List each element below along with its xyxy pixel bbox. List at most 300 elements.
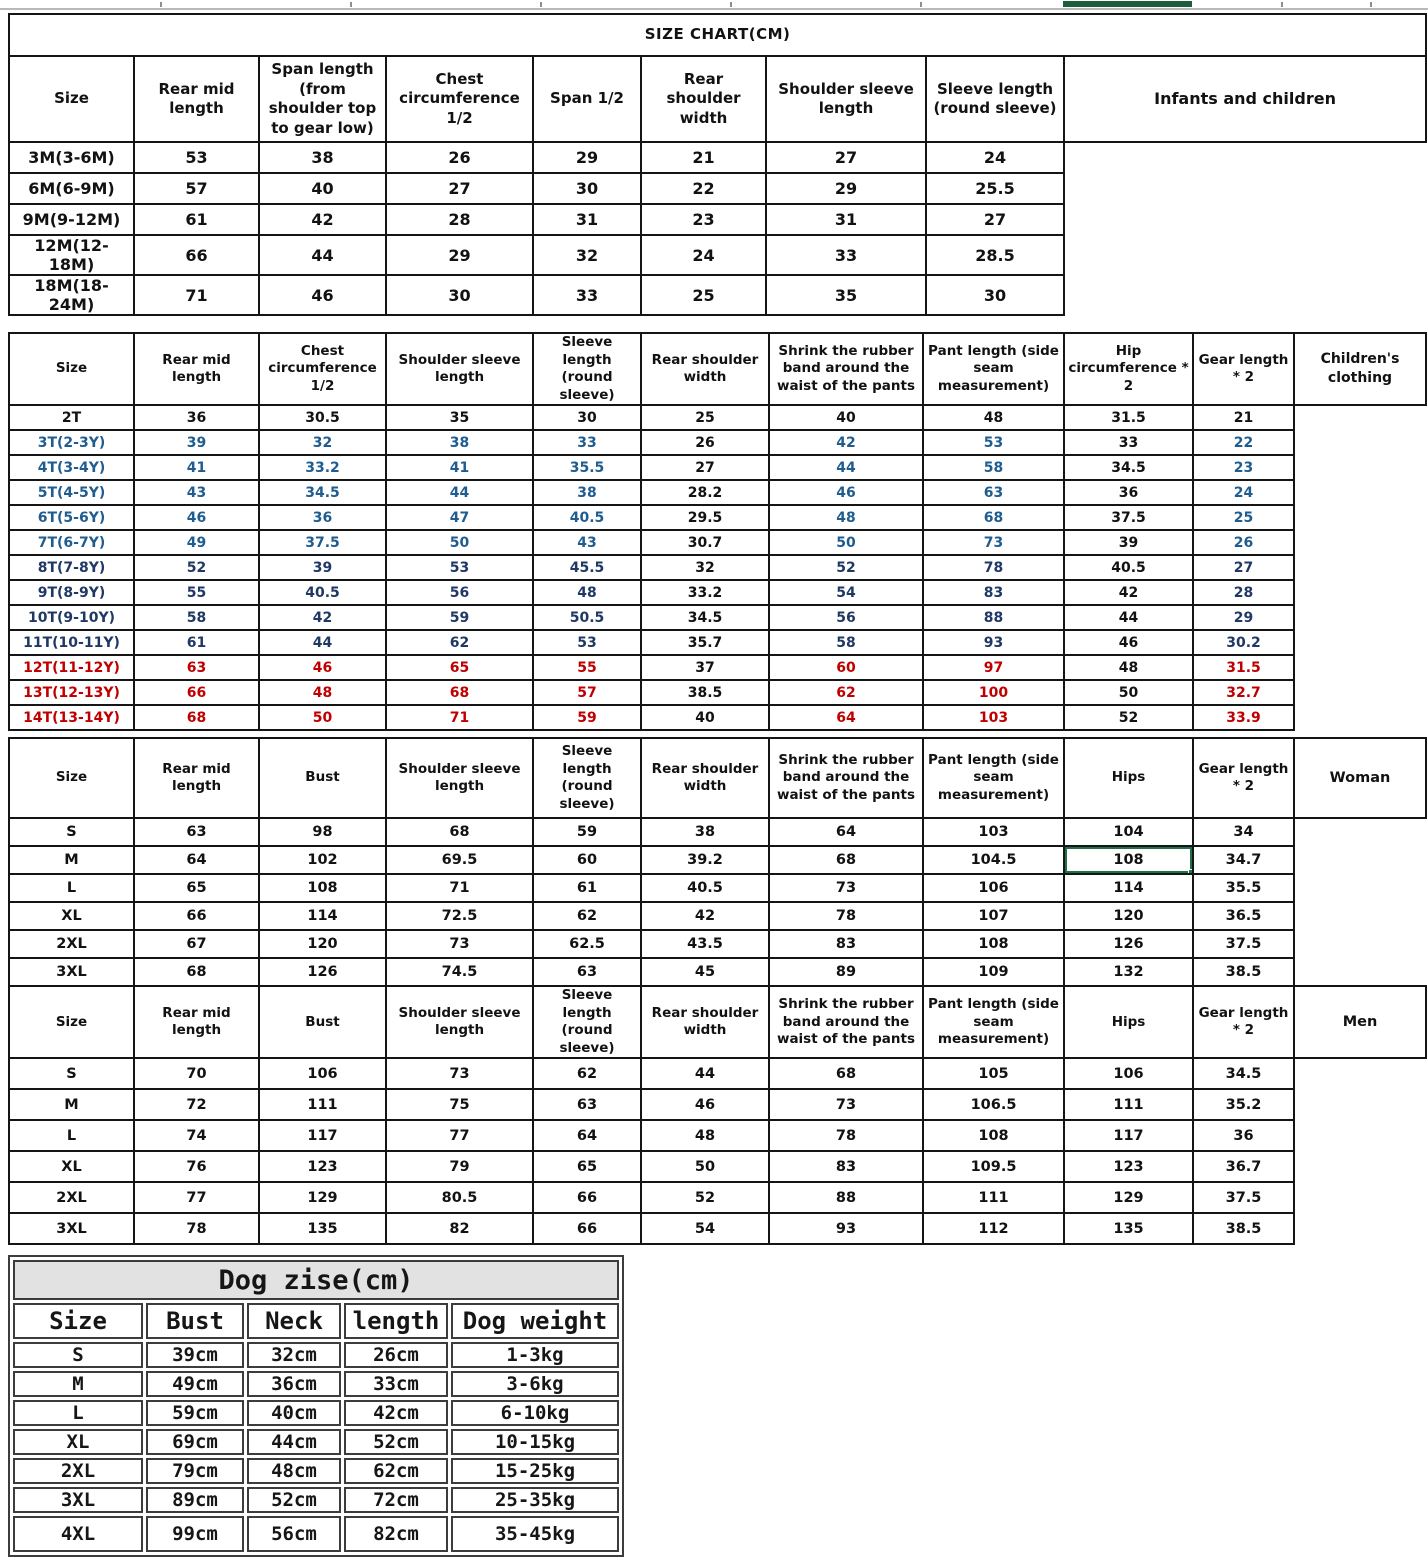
cell: 66 <box>533 1182 641 1213</box>
cell: 68 <box>134 958 259 986</box>
men-table-head <box>9 986 1426 1058</box>
woman-table-body <box>9 818 1426 986</box>
cell: 3XL <box>9 1213 134 1244</box>
cell: 22 <box>1193 430 1294 455</box>
cell: 55 <box>134 580 259 605</box>
cell: 49cm <box>146 1371 244 1397</box>
table-row <box>9 580 1426 605</box>
cell: 33 <box>533 275 641 315</box>
cell: 30 <box>533 405 641 430</box>
cell: 24 <box>926 142 1064 173</box>
table-row <box>13 1342 619 1368</box>
column-header: Gear length * 2 <box>1193 986 1294 1058</box>
cell: 3-6kg <box>451 1371 619 1397</box>
cell: 33 <box>766 235 926 275</box>
cell: 46 <box>1064 630 1193 655</box>
cell: 30 <box>926 275 1064 315</box>
cell: 63 <box>533 958 641 986</box>
cell: 77 <box>386 1120 533 1151</box>
column-header: Rear shoulder width <box>641 738 769 818</box>
cell: 93 <box>769 1213 923 1244</box>
column-header: Rear shoulder width <box>641 333 769 405</box>
cell: 58 <box>134 605 259 630</box>
men-table-body <box>9 1058 1426 1244</box>
cell: 34.7 <box>1193 846 1294 874</box>
cell: 29 <box>533 142 641 173</box>
cell: 7T(6-7Y) <box>9 530 134 555</box>
cell: 32 <box>641 555 769 580</box>
cell: 36cm <box>247 1371 341 1397</box>
cell: 58 <box>923 455 1064 480</box>
cell: 63 <box>134 818 259 846</box>
cell: 63 <box>533 1089 641 1120</box>
column-header: Size <box>9 738 134 818</box>
cell: 12M(12-18M) <box>9 235 134 275</box>
cell: 66 <box>134 680 259 705</box>
cell: 3XL <box>9 958 134 986</box>
table-row <box>9 405 1426 430</box>
column-header: Sleeve length (round sleeve) <box>926 56 1064 142</box>
cell: 31 <box>533 204 641 235</box>
cell: 123 <box>259 1151 386 1182</box>
cell: 33.2 <box>259 455 386 480</box>
cell: 46 <box>259 275 386 315</box>
cell: 34.5 <box>641 605 769 630</box>
cell: 33 <box>1064 430 1193 455</box>
cell: 33.2 <box>641 580 769 605</box>
table-row <box>9 1120 1426 1151</box>
cell: 72cm <box>344 1487 448 1513</box>
cell: 82 <box>386 1213 533 1244</box>
cell: 37 <box>641 655 769 680</box>
cell: 83 <box>769 1151 923 1182</box>
column-header: Bust <box>259 986 386 1058</box>
column-header: Shrink the rubber band around the waist of the pants <box>769 333 923 405</box>
cell: 27 <box>766 142 926 173</box>
cell: 40 <box>641 705 769 730</box>
cell: 108 <box>259 874 386 902</box>
cell: 43 <box>134 480 259 505</box>
cell: 32.7 <box>1193 680 1294 705</box>
cell: 74 <box>134 1120 259 1151</box>
cell: 68 <box>923 505 1064 530</box>
cell: 33cm <box>344 1371 448 1397</box>
cell: 40 <box>769 405 923 430</box>
cell: 4T(3-4Y) <box>9 455 134 480</box>
cell: 111 <box>1064 1089 1193 1120</box>
cell: 50 <box>769 530 923 555</box>
cell: 106.5 <box>923 1089 1064 1120</box>
ruler-selection-highlight <box>1063 1 1192 7</box>
cell: 2T <box>9 405 134 430</box>
cell: 83 <box>769 930 923 958</box>
children-header-row <box>9 333 1426 405</box>
spreadsheet-column-ruler <box>0 0 1428 10</box>
ruler-tick <box>350 2 352 7</box>
table-row <box>9 930 1426 958</box>
ruler-tick <box>1281 2 1283 7</box>
cell: 88 <box>923 605 1064 630</box>
dog-table-head <box>13 1260 619 1339</box>
cell: 66 <box>134 235 259 275</box>
cell: 57 <box>533 680 641 705</box>
cell: 52 <box>641 1182 769 1213</box>
cell: 50 <box>259 705 386 730</box>
cell: 48 <box>259 680 386 705</box>
cell: 48 <box>533 580 641 605</box>
cell: 89cm <box>146 1487 244 1513</box>
cell: 52cm <box>344 1429 448 1455</box>
cell: 36.7 <box>1193 1151 1294 1182</box>
table-row <box>9 275 1426 315</box>
cell: 53 <box>386 555 533 580</box>
cell: 14T(13-14Y) <box>9 705 134 730</box>
cell: 126 <box>259 958 386 986</box>
cell: 25 <box>1193 505 1294 530</box>
cell: 28 <box>386 204 533 235</box>
category-label-men: Men <box>1294 986 1426 1058</box>
cell: 50 <box>1064 680 1193 705</box>
cell: 106 <box>923 874 1064 902</box>
cell: 28.2 <box>641 480 769 505</box>
cell: 34.5 <box>1064 455 1193 480</box>
ruler-tick <box>540 2 542 7</box>
cell: 29 <box>1193 605 1294 630</box>
cell: 40.5 <box>259 580 386 605</box>
cell: 34.5 <box>1193 1058 1294 1089</box>
cell: 105 <box>923 1058 1064 1089</box>
column-header: Shrink the rubber band around the waist of the pants <box>769 738 923 818</box>
table-row <box>9 142 1426 173</box>
cell: 37.5 <box>1064 505 1193 530</box>
column-header: Pant length (side seam measurement) <box>923 986 1064 1058</box>
cell: 59 <box>533 705 641 730</box>
column-header: Rear mid length <box>134 738 259 818</box>
cell: 6M(6-9M) <box>9 173 134 204</box>
children-table-head <box>9 333 1426 405</box>
cell: 42 <box>259 605 386 630</box>
cell: 64 <box>769 818 923 846</box>
cell: 6T(5-6Y) <box>9 505 134 530</box>
dog-size-table <box>10 1257 622 1555</box>
cell: 26 <box>641 430 769 455</box>
cell: 31.5 <box>1193 655 1294 680</box>
cell: 25 <box>641 405 769 430</box>
cell: 33 <box>533 430 641 455</box>
cell: 42 <box>769 430 923 455</box>
cell: 9T(8-9Y) <box>9 580 134 605</box>
cell: 108 <box>923 1120 1064 1151</box>
cell: 48 <box>769 505 923 530</box>
table-row <box>9 1182 1426 1213</box>
cell: 106 <box>259 1058 386 1089</box>
column-header: Gear length * 2 <box>1193 333 1294 405</box>
cell: 111 <box>923 1182 1064 1213</box>
cell: L <box>13 1400 143 1426</box>
column-header: Rear mid length <box>134 56 259 142</box>
table-row <box>9 874 1426 902</box>
cell: 42 <box>1064 580 1193 605</box>
cell: 63 <box>923 480 1064 505</box>
column-header: Shoulder sleeve length <box>386 333 533 405</box>
cell: 40.5 <box>1064 555 1193 580</box>
cell: 24 <box>641 235 766 275</box>
column-header: Pant length (side seam measurement) <box>923 333 1064 405</box>
cell: 2XL <box>9 930 134 958</box>
cell: 39.2 <box>641 846 769 874</box>
cell: 73 <box>769 874 923 902</box>
cell: 29 <box>766 173 926 204</box>
table-row <box>13 1371 619 1397</box>
cell: 31.5 <box>1064 405 1193 430</box>
cell: 73 <box>923 530 1064 555</box>
cell: 129 <box>259 1182 386 1213</box>
cell: 54 <box>769 580 923 605</box>
cell: 107 <box>923 902 1064 930</box>
cell: 44cm <box>247 1429 341 1455</box>
table-row <box>9 455 1426 480</box>
cell: S <box>13 1342 143 1368</box>
table-row <box>9 705 1426 730</box>
cell: S <box>9 1058 134 1089</box>
cell: 10-15kg <box>451 1429 619 1455</box>
cell: 73 <box>769 1089 923 1120</box>
cell: 28 <box>1193 580 1294 605</box>
woman-size-table <box>8 737 1427 987</box>
cell: 65 <box>533 1151 641 1182</box>
cell: 31 <box>766 204 926 235</box>
cell: 40.5 <box>641 874 769 902</box>
cell: 10T(9-10Y) <box>9 605 134 630</box>
cell: 29.5 <box>641 505 769 530</box>
cell: 32 <box>259 430 386 455</box>
column-header: Rear mid length <box>134 333 259 405</box>
cell: 44 <box>769 455 923 480</box>
cell: 47 <box>386 505 533 530</box>
cell: L <box>9 1120 134 1151</box>
cell: 42 <box>641 902 769 930</box>
table-row <box>9 430 1426 455</box>
cell: 72 <box>134 1089 259 1120</box>
column-header: length <box>344 1303 448 1339</box>
cell: 103 <box>923 818 1064 846</box>
cell: 12T(11-12Y) <box>9 655 134 680</box>
table-row <box>9 235 1426 275</box>
cell: 117 <box>1064 1120 1193 1151</box>
cell: 53 <box>533 630 641 655</box>
cell: 98 <box>259 818 386 846</box>
cell: 48cm <box>247 1458 341 1484</box>
dog-header-row <box>13 1303 619 1339</box>
cell: 3M(3-6M) <box>9 142 134 173</box>
cell: 30.2 <box>1193 630 1294 655</box>
cell: 26 <box>1193 530 1294 555</box>
cell: 112 <box>923 1213 1064 1244</box>
column-header: Size <box>9 56 134 142</box>
cell: 88 <box>769 1182 923 1213</box>
category-label-woman: Woman <box>1294 738 1426 818</box>
cell: 109 <box>923 958 1064 986</box>
cell: 49 <box>134 530 259 555</box>
cell: 27 <box>641 455 769 480</box>
cell: 71 <box>386 874 533 902</box>
cell: 61 <box>533 874 641 902</box>
table-row <box>9 1151 1426 1182</box>
cell: 50 <box>641 1151 769 1182</box>
table-row <box>9 1213 1426 1244</box>
column-header: Shrink the rubber band around the waist of the pants <box>769 986 923 1058</box>
cell: 100 <box>923 680 1064 705</box>
cell: 37.5 <box>1193 1182 1294 1213</box>
cell: 62 <box>533 1058 641 1089</box>
cell: 52 <box>1064 705 1193 730</box>
cell selected-cell: 114 <box>1064 874 1193 902</box>
ruler-tick <box>160 2 162 7</box>
cell: 74.5 <box>386 958 533 986</box>
column-header: Dog weight <box>451 1303 619 1339</box>
column-header: Size <box>13 1303 143 1339</box>
cell: 46 <box>769 480 923 505</box>
cell: 25-35kg <box>451 1487 619 1513</box>
table-row <box>9 902 1426 930</box>
cell: 41 <box>134 455 259 480</box>
children-size-table <box>8 332 1427 731</box>
cell: 39 <box>1064 530 1193 555</box>
cell: 78 <box>134 1213 259 1244</box>
cell: 38 <box>259 142 386 173</box>
cell: 35-45kg <box>451 1516 619 1552</box>
cell: 66 <box>533 1213 641 1244</box>
cell: 8T(7-8Y) <box>9 555 134 580</box>
cell: 82cm <box>344 1516 448 1552</box>
cell selected-cell: 132 <box>1064 958 1193 986</box>
cell: 30.5 <box>259 405 386 430</box>
cell: 46 <box>259 655 386 680</box>
cell: 40.5 <box>533 505 641 530</box>
cell: 59cm <box>146 1400 244 1426</box>
cell: 62 <box>533 902 641 930</box>
cell: 62cm <box>344 1458 448 1484</box>
column-header: Rear mid length <box>134 986 259 1058</box>
cell: 40 <box>259 173 386 204</box>
column-header: Hips <box>1064 738 1193 818</box>
cell: 39 <box>134 430 259 455</box>
cell: 21 <box>641 142 766 173</box>
column-header: Shoulder sleeve length <box>386 738 533 818</box>
cell: 6-10kg <box>451 1400 619 1426</box>
table-row <box>9 846 1426 874</box>
column-header: Shoulder sleeve length <box>386 986 533 1058</box>
size-chart-title: SIZE CHART(CM) <box>9 14 1426 56</box>
cell: 68 <box>134 705 259 730</box>
cell: 21 <box>1193 405 1294 430</box>
cell: 83 <box>923 580 1064 605</box>
column-header: Span 1/2 <box>533 56 641 142</box>
cell: XL <box>13 1429 143 1455</box>
cell: 2XL <box>9 1182 134 1213</box>
column-header: Shoulder sleeve length <box>766 56 926 142</box>
cell: 66 <box>134 902 259 930</box>
cell: 35 <box>386 405 533 430</box>
cell: 25 <box>641 275 766 315</box>
infants-header-row <box>9 56 1426 142</box>
cell: 44 <box>386 480 533 505</box>
cell: 42cm <box>344 1400 448 1426</box>
cell: 54 <box>641 1213 769 1244</box>
cell: 34.5 <box>259 480 386 505</box>
dog-size-table-frame <box>8 1255 624 1557</box>
cell: 45.5 <box>533 555 641 580</box>
cell: 48 <box>923 405 1064 430</box>
cell: 32cm <box>247 1342 341 1368</box>
column-header: Rear shoulder width <box>641 56 766 142</box>
cell: 56cm <box>247 1516 341 1552</box>
dog-title-row <box>13 1260 619 1300</box>
cell: 78 <box>769 902 923 930</box>
cell: 104.5 <box>923 846 1064 874</box>
cell: 56 <box>769 605 923 630</box>
cell: 80.5 <box>386 1182 533 1213</box>
cell: 26 <box>386 142 533 173</box>
cell: 109.5 <box>923 1151 1064 1182</box>
cell: 61 <box>134 630 259 655</box>
cell: 53 <box>134 142 259 173</box>
cell: 64 <box>134 846 259 874</box>
cell: 99cm <box>146 1516 244 1552</box>
table-row <box>9 605 1426 630</box>
cell: 44 <box>641 1058 769 1089</box>
table-row <box>9 480 1426 505</box>
cell: 38 <box>386 430 533 455</box>
cell: 43 <box>533 530 641 555</box>
cell: 41 <box>386 455 533 480</box>
cell: 69.5 <box>386 846 533 874</box>
cell: 36 <box>134 405 259 430</box>
cell: 60 <box>769 655 923 680</box>
cell: 48 <box>641 1120 769 1151</box>
cell: 58 <box>769 630 923 655</box>
cell: 75 <box>386 1089 533 1120</box>
cell: 26cm <box>344 1342 448 1368</box>
cell: 44 <box>259 235 386 275</box>
cell: 48 <box>1064 655 1193 680</box>
cell: 68 <box>769 846 923 874</box>
cell: 38 <box>641 818 769 846</box>
column-header: Chest circumference 1/2 <box>386 56 533 142</box>
column-header: Span length (from shoulder top to gear low) <box>259 56 386 142</box>
cell: 73 <box>386 930 533 958</box>
cell: XL <box>9 1151 134 1182</box>
table-row <box>9 1089 1426 1120</box>
cell: 62 <box>386 630 533 655</box>
table-row <box>13 1516 619 1552</box>
cell: 43.5 <box>641 930 769 958</box>
column-header: Rear shoulder width <box>641 986 769 1058</box>
cell: 24 <box>1193 480 1294 505</box>
cell: 64 <box>533 1120 641 1151</box>
cell: 50 <box>386 530 533 555</box>
cell: 123 <box>1064 1151 1193 1182</box>
cell: 32 <box>533 235 641 275</box>
cell: 52 <box>134 555 259 580</box>
cell: 45 <box>641 958 769 986</box>
cell: 65 <box>134 874 259 902</box>
column-header: Sleeve length (round sleeve) <box>533 333 641 405</box>
cell selected-cell: 108 <box>1064 846 1193 874</box>
column-header: Hips <box>1064 986 1193 1058</box>
cell: 36 <box>1064 480 1193 505</box>
cell: 69cm <box>146 1429 244 1455</box>
